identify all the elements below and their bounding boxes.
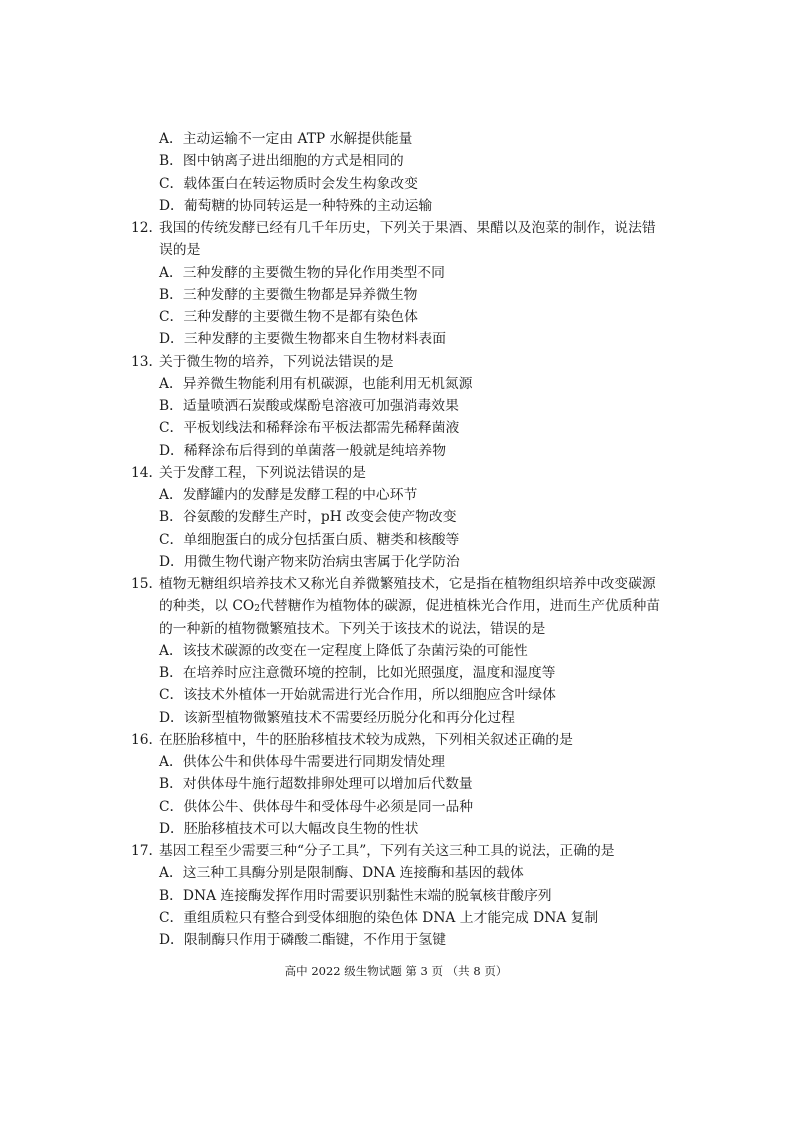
q14-stem	[131, 462, 671, 484]
q14-option-d: D．用微生物代谢产物来防治病虫害属于化学防治	[159, 553, 460, 570]
q14-number: 14．	[131, 464, 163, 481]
q15-stem-line2-post: 代替糖作为植物体的碳源，促进植株光合作用，进而生产优质种苗	[259, 598, 661, 615]
q14-option-c: C．单细胞蛋白的成分包括蛋白质、糖类和核酸等	[159, 531, 460, 548]
q15-option-a: A．该技术碳源的改变在一定程度上降低了杂菌污染的可能性	[159, 642, 528, 659]
q17-stem-text: 基因工程至少需要三种“分子工具”，下列有关这三种工具的说法，正确的是	[159, 843, 615, 859]
q16-option-a: A．供体公牛和供体母牛需要进行同期发情处理	[159, 754, 445, 770]
q15-option-d: D．该新型植物微繁殖技术不需要经历脱分化和再分化过程	[159, 709, 515, 726]
q16-option-c: C．供体公牛、供体母牛和受体母牛必须是同一品种	[159, 798, 474, 815]
q16-stem-text: 在胚胎移植中，牛的胚胎移植技术较为成熟，下列相关叙述正确的是	[159, 731, 573, 748]
q13-number: 13．	[131, 353, 163, 370]
q14-option-a: A．发酵罐内的发酵是发酵工程的中心环节	[159, 487, 418, 503]
question-content	[131, 128, 671, 951]
q15-co2-subscript: 2	[254, 604, 260, 615]
q17-option-a: A．这三种工具酶分别是限制酶、DNA 连接酶和基因的载体	[159, 865, 524, 882]
q12-option-b: B．三种发酵的主要微生物都是异养微生物	[159, 286, 418, 303]
q15-option-c: C．该技术外植体一开始就需进行光合作用，所以细胞应含叶绿体	[159, 687, 556, 704]
q15-stem-line3: 的一种新的植物微繁殖技术。下列关于该技术的说法，错误的是	[159, 620, 546, 637]
q17-option-d: D．限制酶只作用于磷酸二酯键，不作用于氢键	[159, 932, 446, 948]
q15-number: 15．	[131, 576, 163, 592]
q12-number: 12．	[131, 220, 163, 236]
q12-stem	[131, 217, 671, 239]
q15-stem-line1: 植物无糖组织培养技术又称光自养微繁殖技术，它是指在植物组织培养中改变碳源	[159, 576, 656, 592]
q13-option-b: B．适量喷洒石炭酸或煤酚皂溶液可加强消毒效果	[159, 398, 459, 414]
q13-option-a: A．异养微生物能利用有机碳源，也能利用无机氮源	[159, 375, 473, 392]
page-footer: 高中 2022 级生物试题 第 3 页 （共 8 页）	[284, 964, 508, 978]
q12-stem-line2: 误的是	[159, 242, 201, 259]
q12-option-a: A．三种发酵的主要微生物的异化作用类型不同	[159, 264, 445, 281]
q11-option-b: B．图中钠离子进出细胞的方式是相同的	[159, 153, 404, 170]
q13-stem-text: 关于微生物的培养，下列说法错误的是	[159, 353, 394, 370]
q15-option-b: B．在培养时应注意微环境的控制，比如光照强度，温度和湿度等	[159, 665, 556, 681]
q17-option-b: B．DNA 连接酶发挥作用时需要识别黏性末端的脱氧核苷酸序列	[159, 887, 552, 904]
q16-stem	[131, 729, 671, 751]
q12-stem-line1: 我国的传统发酵已经有几千年历史，下列关于果酒、果醋以及泡菜的制作，说法错	[159, 220, 656, 236]
q12-option-d: D．三种发酵的主要微生物都来自生物材料表面	[159, 331, 446, 348]
q11-option-a: A．主动运输不一定由 ATP 水解提供能量	[159, 131, 413, 147]
q12-option-c: C．三种发酵的主要微生物不是都有染色体	[159, 309, 418, 325]
q13-stem	[131, 351, 671, 373]
q13-option-d: D．稀释涂布后得到的单菌落一般就是纯培养物	[159, 442, 446, 459]
q14-option-b: B．谷氨酸的发酵生产时，pH 改变会使产物改变	[159, 509, 457, 526]
q16-number: 16．	[131, 731, 163, 748]
q16-option-b: B．对供体母牛施行超数排卵处理可以增加后代数量	[159, 776, 473, 793]
q17-option-c: C．重组质粒只有整合到受体细胞的染色体 DNA 上才能完成 DNA 复制	[159, 909, 599, 926]
q15-stem	[131, 573, 671, 595]
q13-option-c: C．平板划线法和稀释涂布平板法都需先稀释菌液	[159, 420, 460, 437]
q15-stem-line2-pre: 的种类，以 CO	[159, 598, 255, 615]
q15-stem-line2	[131, 595, 671, 617]
q17-stem	[131, 840, 671, 862]
q16-option-d: D．胚胎移植技术可以大幅改良生物的性状	[159, 820, 419, 837]
q11-option-d: D．葡萄糖的协同转运是一种特殊的主动运输	[159, 197, 433, 214]
q11-option-c: C．载体蛋白在转运物质时会发生构象改变	[159, 175, 418, 192]
q17-number: 17．	[131, 843, 163, 859]
q14-stem-text: 关于发酵工程，下列说法错误的是	[159, 464, 366, 481]
